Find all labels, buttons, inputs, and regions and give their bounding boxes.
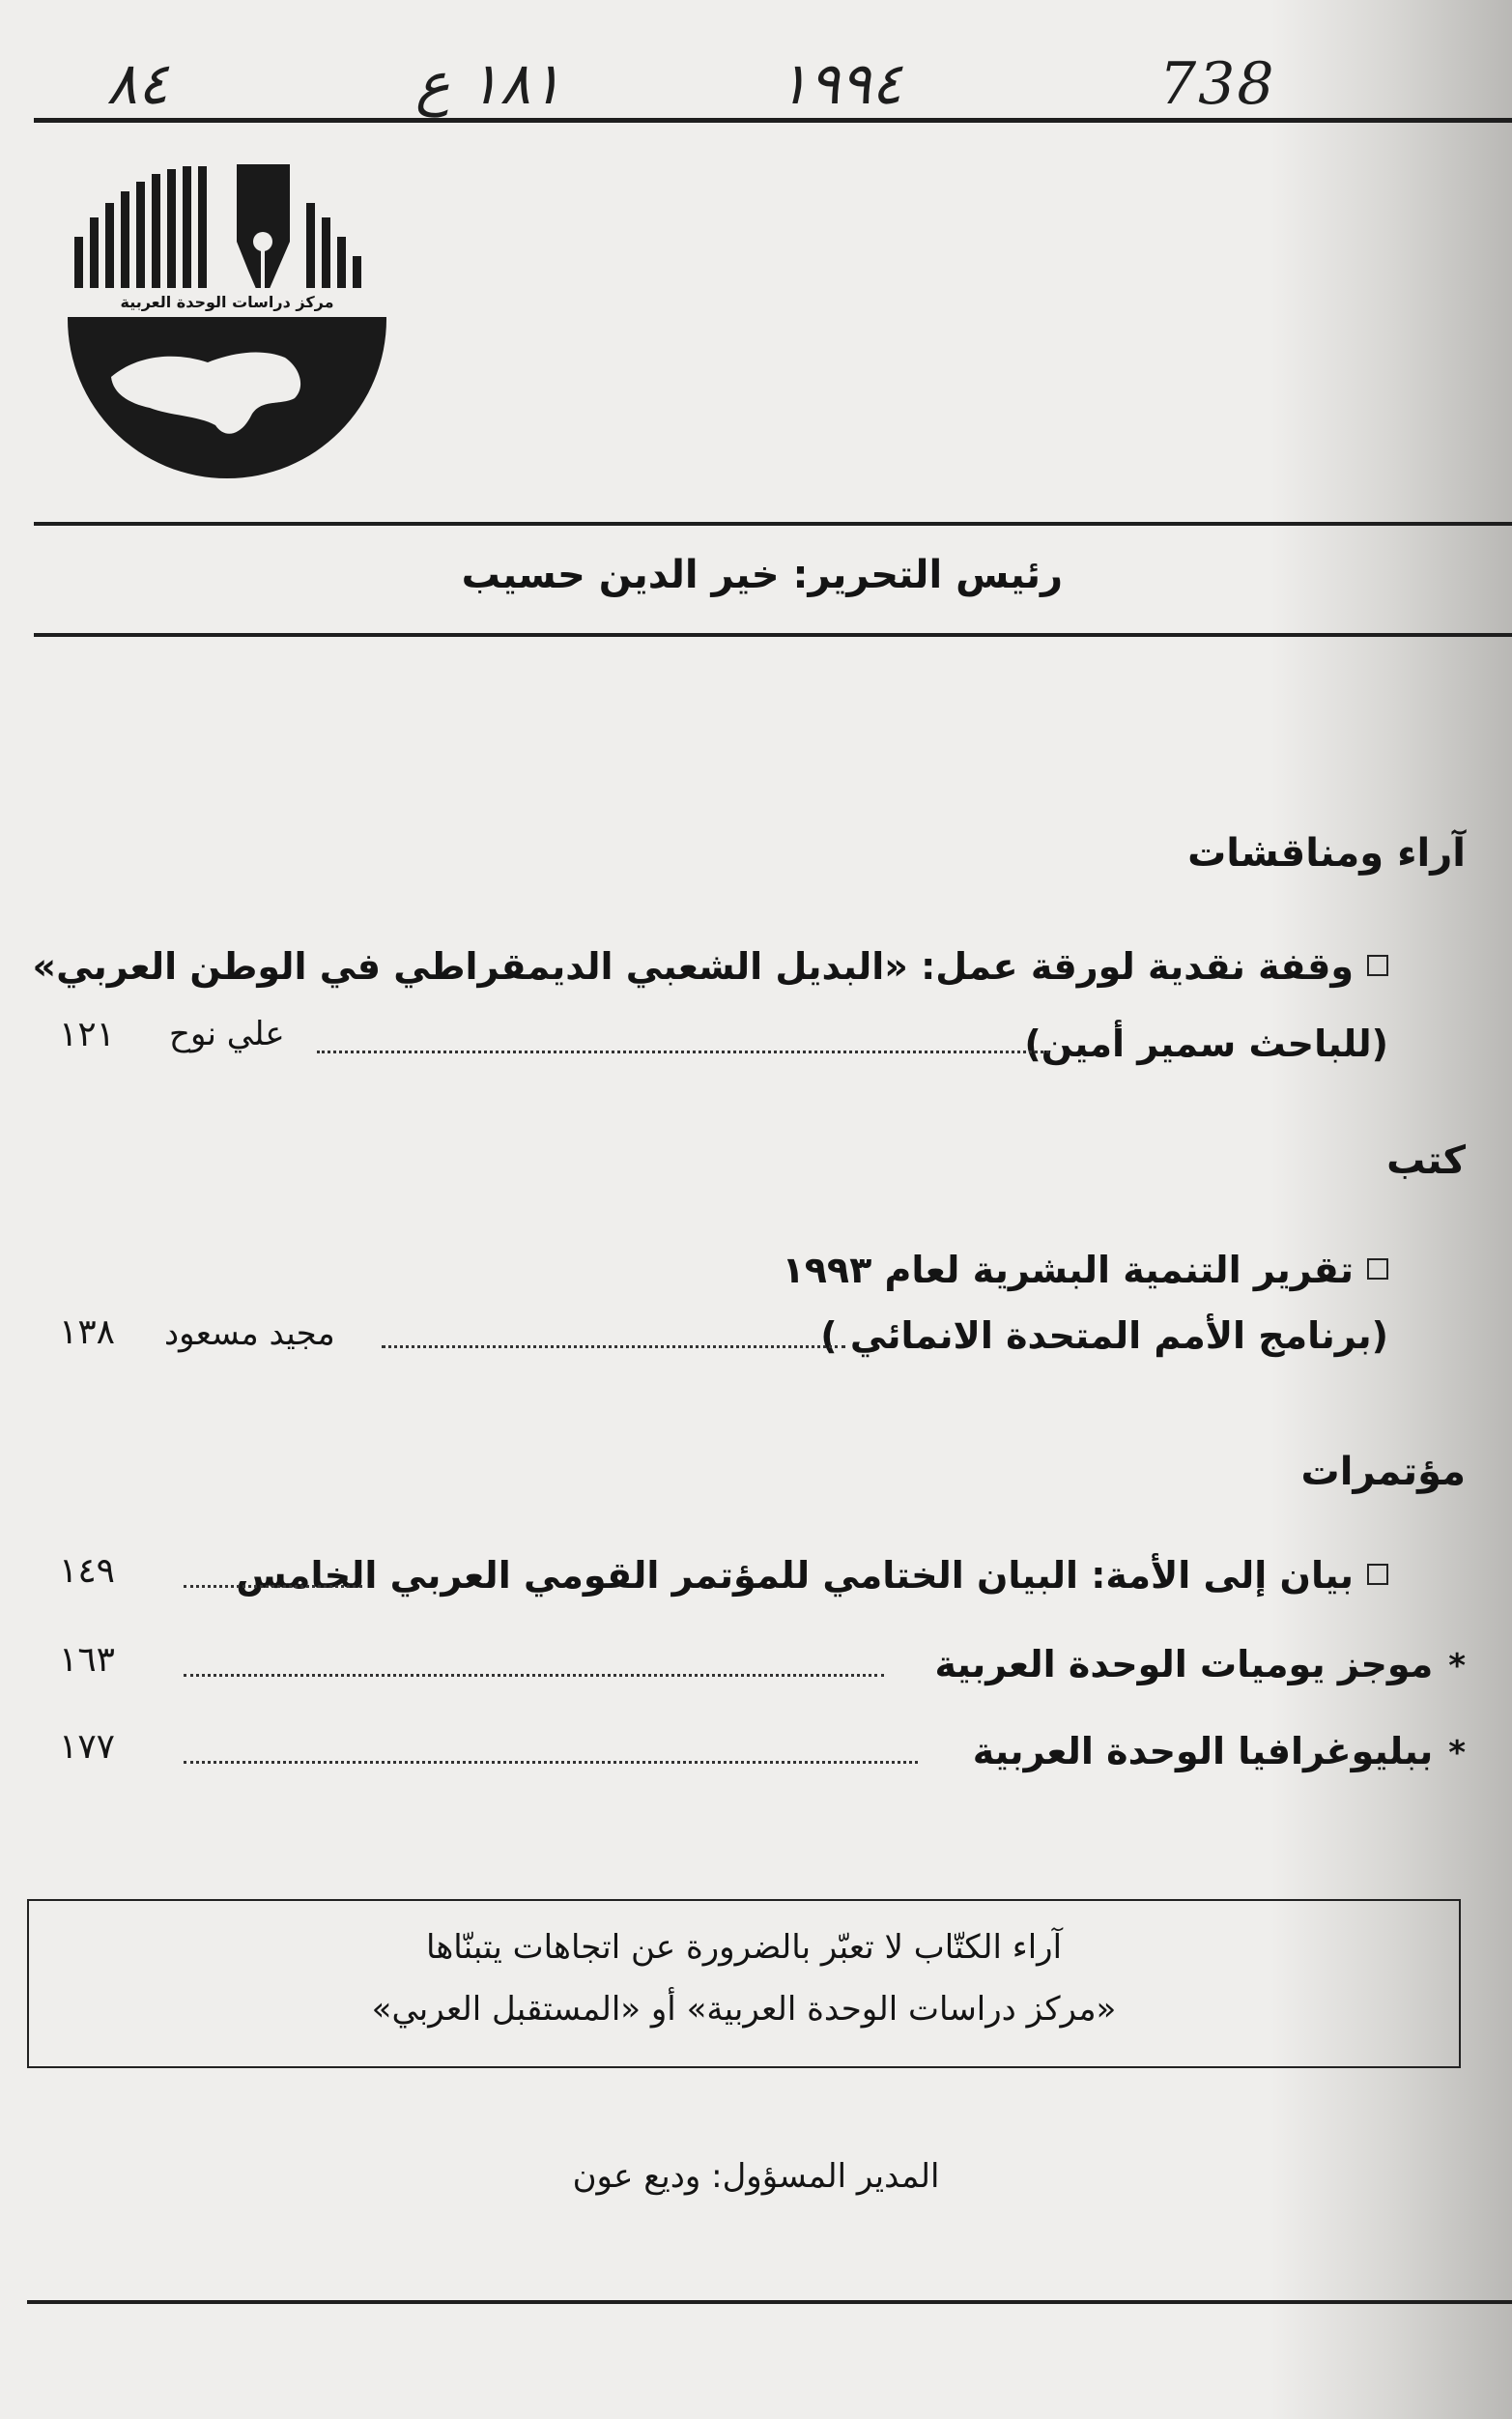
toc-entry-title[interactable]: بيان إلى الأمة: البيان الختامي للمؤتمر القومي العربي الخامس <box>236 1554 1388 1597</box>
managing-director: المدير المسؤول: وديع عون <box>572 2157 940 2196</box>
handwritten-issue: ١٨١ ع <box>415 50 562 118</box>
toc-entry-subtitle: (برنامج الأمم المتحدة الانمائي ) <box>820 1314 1388 1357</box>
disclaimer-box <box>27 1899 1461 2068</box>
asterisk-icon: * <box>1448 1647 1466 1685</box>
disclaimer-line-1: آراء الكتّاب لا تعبّر بالضرورة عن اتجاهات يتبنّاها <box>425 1928 1063 1967</box>
toc-entry-page: ١٣٨ <box>58 1312 115 1352</box>
toc-extra-title[interactable]: *ببليوغرافيا الوحدة العربية <box>972 1730 1466 1772</box>
handwritten-code: 738 <box>1159 50 1276 118</box>
toc-entry-page: ١٢١ <box>58 1015 115 1054</box>
handwritten-year: ١٩٩٤ <box>778 50 902 118</box>
section-heading-books: كتب <box>1386 1138 1466 1183</box>
center-logo <box>53 145 401 483</box>
toc-entry-title[interactable]: وقفة نقدية لورقة عمل: «البديل الشعبي الديمقراطي في الوطن العربي» <box>33 945 1388 988</box>
toc-entry-title[interactable]: تقرير التنمية البشرية لعام ١٩٩٣ <box>783 1249 1388 1291</box>
checkbox-icon <box>1367 1564 1388 1585</box>
rule-below-editor <box>34 633 1512 637</box>
bottom-rule <box>27 2300 1512 2304</box>
toc-extra-page: ١٧٧ <box>58 1727 115 1767</box>
disclaimer-line-2: «مركز دراسات الوحدة العربية» أو «المستقبل العربي» <box>371 1990 1117 2029</box>
asterisk-icon: * <box>1448 1734 1466 1772</box>
toc-extra-page: ١٦٣ <box>58 1640 115 1680</box>
logo-label: مركز دراسات الوحدة العربية <box>120 293 334 311</box>
leader-dots <box>184 1761 918 1764</box>
toc-entry-page: ١٤٩ <box>58 1551 115 1591</box>
section-heading-conferences: مؤتمرات <box>1300 1450 1466 1494</box>
editor-line: رئيس التحرير: خير الدين حسيب <box>461 553 1063 597</box>
toc-extra-title[interactable]: *موجز يوميات الوحدة العربية <box>934 1643 1466 1685</box>
toc-entry-subtitle: (للباحث سمير أمين) <box>1024 1022 1388 1065</box>
checkbox-icon <box>1367 1258 1388 1280</box>
toc-entry-author: مجيد مسعود <box>164 1314 335 1353</box>
toc-entry-author: علي نوح <box>169 1015 285 1053</box>
leader-dots <box>184 1674 884 1677</box>
leader-dots <box>317 1051 1049 1053</box>
top-rule <box>34 118 1512 123</box>
leader-dots <box>382 1345 845 1348</box>
rule-above-editor <box>34 522 1512 526</box>
leader-dots <box>184 1585 362 1588</box>
section-heading-discussions: آراء ومناقشات <box>1187 831 1466 876</box>
handwritten-note-left: ٨٤ <box>106 50 169 118</box>
checkbox-icon <box>1367 955 1388 976</box>
